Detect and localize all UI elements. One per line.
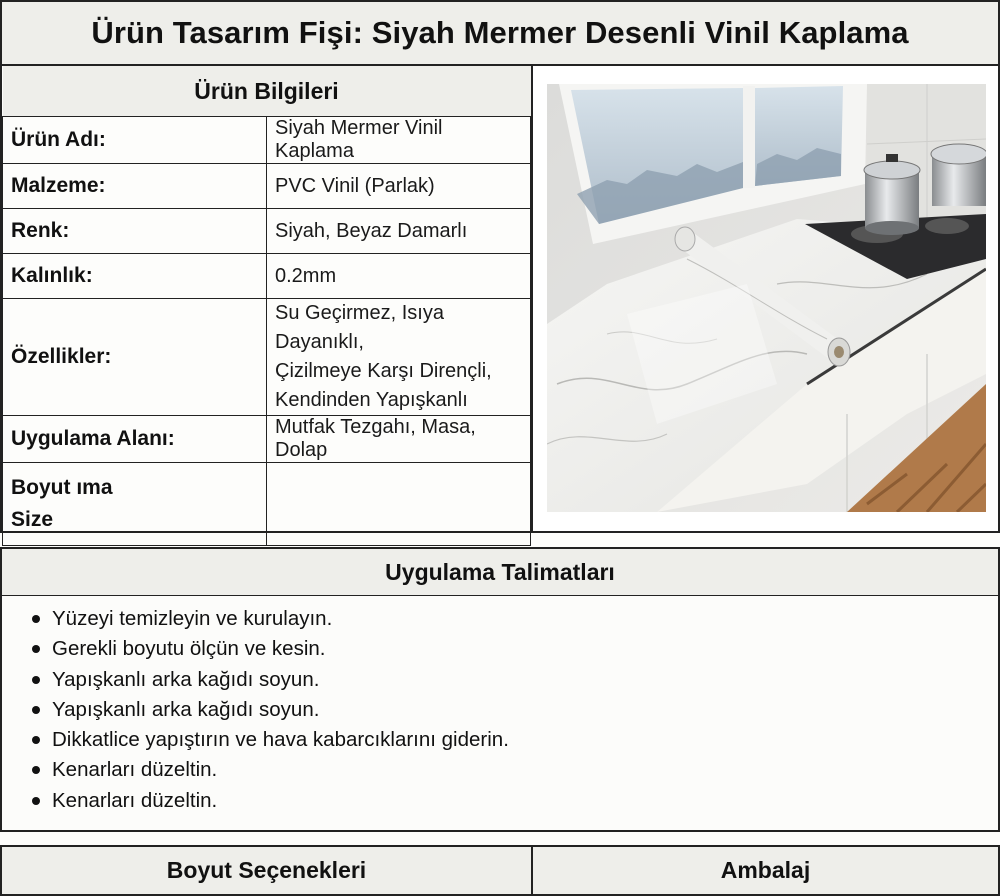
row-label-features: Özellikler: [3, 299, 267, 416]
row-label-size [3, 463, 267, 546]
row-label-thickness: Kalınlık: [3, 254, 267, 299]
row-value-product-name: Siyah Mermer Vinil Kaplama [267, 117, 531, 164]
list-item: Dikkatlice yapıştırın ve hava kabarcıklarını giderin. [52, 725, 998, 755]
list-item: Gerekli boyutu ölçün ve kesin. [52, 634, 998, 664]
feature-line: Kendinden Yapışkanlı [275, 389, 468, 411]
table-row [3, 164, 531, 209]
table-row [3, 416, 531, 463]
row-label-material: Malzeme: [3, 164, 267, 209]
instructions-heading: Uygulama Talimatları [2, 549, 998, 596]
feature-line: Çizilmeye Karşı Dirençli, [275, 360, 492, 382]
title-banner [0, 0, 1000, 66]
row-label-application-area: Uygulama Alanı: [3, 416, 267, 463]
size-label-line: Boyut ıma [11, 476, 113, 499]
row-label-color: Renk: [3, 209, 267, 254]
product-photo-frame [531, 64, 1000, 533]
row-value-color: Siyah, Beyaz Damarlı [267, 209, 531, 254]
list-item: Kenarları düzeltin. [52, 755, 998, 785]
row-value-size [267, 463, 531, 546]
table-row [3, 299, 531, 416]
row-value-thickness: 0.2mm [267, 254, 531, 299]
list-item: Yapışkanlı arka kağıdı soyun. [52, 695, 998, 725]
product-info-table [2, 66, 531, 546]
row-value-material: PVC Vinil (Parlak) [267, 164, 531, 209]
list-item: Yüzeyi temizleyin ve kurulayın. [52, 604, 998, 634]
feature-line: Su Geçirmez, Isıya Dayanıklı, [275, 302, 444, 353]
product-info-section [0, 64, 533, 533]
row-value-features [267, 299, 531, 416]
instructions-section [0, 547, 1000, 832]
kitchen-marble-counter-image [547, 84, 986, 512]
row-label-product-name: Ürün Adı: [3, 117, 267, 164]
page-title: Ürün Tasarım Fişi: Siyah Mermer Desenli Vinil Kaplama [91, 15, 909, 50]
size-label-line: Size [11, 508, 54, 531]
list-item: Kenarları düzeltin. [52, 786, 998, 816]
table-row [3, 209, 531, 254]
list-item: Yapışkanlı arka kağıdı soyun. [52, 665, 998, 695]
row-value-application-area: Mutfak Tezgahı, Masa, Dolap [267, 416, 531, 463]
table-row [3, 254, 531, 299]
product-photo [547, 84, 986, 512]
packaging-heading: Ambalaj [531, 845, 1000, 896]
instructions-list [2, 604, 998, 816]
size-options-heading: Boyut Seçenekleri [0, 845, 533, 896]
table-row [3, 463, 531, 546]
table-row [3, 117, 531, 164]
product-info-heading: Ürün Bilgileri [3, 66, 531, 117]
